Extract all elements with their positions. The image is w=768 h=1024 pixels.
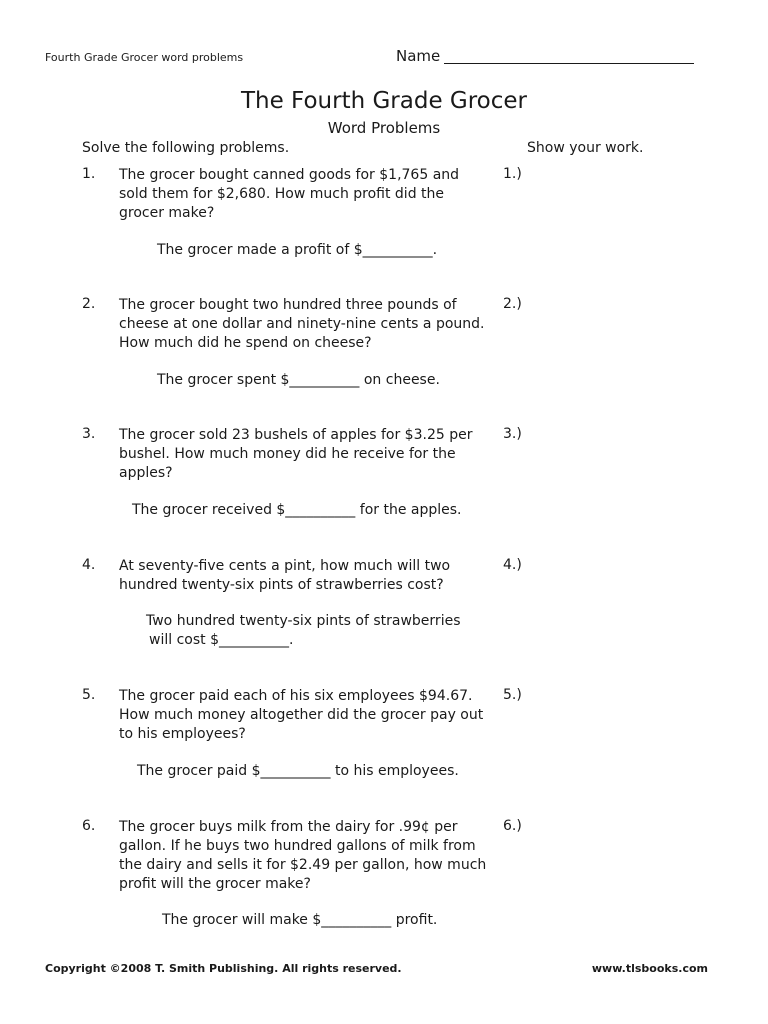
work-label: 3.) <box>503 426 522 442</box>
name-blank-line <box>444 63 694 64</box>
problem-text: The grocer paid each of his six employees $94.67. How much money altogether did the grocer pay out to his employees? <box>119 688 484 742</box>
answer-line: Two hundred twenty-six pints of strawberries <box>146 613 461 629</box>
problem-text: At seventy-five cents a pint, how much will two hundred twenty-six pints of strawberries cost? <box>119 558 451 593</box>
problem-number: 1. <box>82 166 96 182</box>
problem-number: 3. <box>82 426 96 442</box>
work-label: 1.) <box>503 166 522 182</box>
instructions-left: Solve the following problems. <box>82 140 290 156</box>
work-label: 2.) <box>503 296 522 312</box>
answer-line: The grocer made a profit of $__________. <box>157 242 438 258</box>
work-label: 5.) <box>503 687 522 703</box>
answer-line: The grocer paid $__________ to his employees. <box>137 763 459 779</box>
problem-text: The grocer buys milk from the dairy for .99¢ per gallon. If he buys two hundred gallons of milk from the dairy and sells it for $2.49 per gallon, how much profit will the grocer make? <box>119 819 487 892</box>
problem-number: 2. <box>82 296 96 312</box>
problem-number: 5. <box>82 687 96 703</box>
work-label: 6.) <box>503 818 522 834</box>
problem-number: 4. <box>82 557 96 573</box>
instructions-right: Show your work. <box>527 140 644 156</box>
problem-number: 6. <box>82 818 96 834</box>
answer-line: The grocer spent $__________ on cheese. <box>157 372 440 388</box>
answer-line: will cost $__________. <box>149 632 294 648</box>
problem-text: The grocer bought two hundred three pounds of cheese at one dollar and ninety-nine cents a pound. How much did he spend on cheese? <box>119 297 485 351</box>
header-worksheet-name: Fourth Grade Grocer word problems <box>45 51 244 64</box>
work-label: 4.) <box>503 557 522 573</box>
website-link[interactable]: www.tlsbooks.com <box>591 962 708 975</box>
page-title: The Fourth Grade Grocer <box>240 88 528 114</box>
page-subtitle: Word Problems <box>327 119 441 137</box>
problem-text: The grocer sold 23 bushels of apples for $3.25 per bushel. How much money did he receive for the apples? <box>119 427 473 481</box>
answer-line: The grocer received $__________ for the apples. <box>132 502 462 518</box>
problem-text: The grocer bought canned goods for $1,765 and sold them for $2,680. How much profit did the grocer make? <box>119 167 460 221</box>
copyright-notice: Copyright ©2008 T. Smith Publishing. All rights reserved. <box>45 962 402 975</box>
name-label: Name <box>396 47 441 65</box>
answer-line: The grocer will make $__________ profit. <box>162 912 438 928</box>
